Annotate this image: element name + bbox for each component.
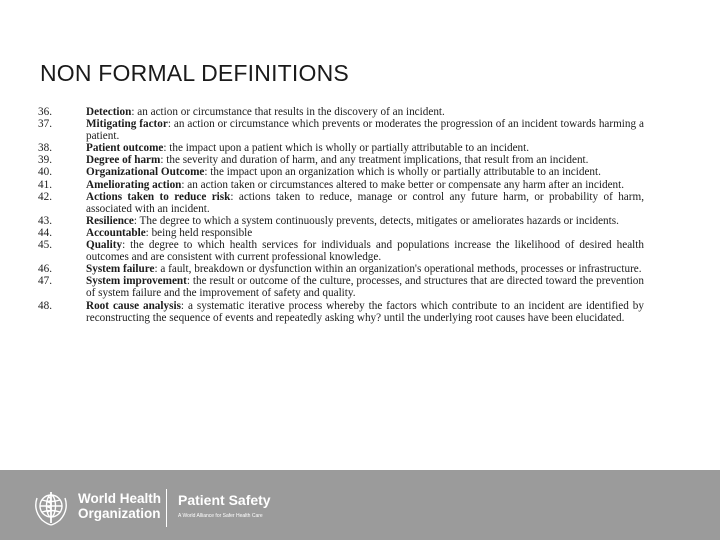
footer-bar [0, 470, 720, 540]
definition-body [86, 191, 644, 215]
program-tagline: A World Alliance for Safer Health Care [178, 513, 263, 519]
definition-body [86, 227, 644, 239]
definition-body [86, 300, 644, 324]
definition-number: 36. [38, 106, 52, 118]
definition-term: Mitigating factor [86, 118, 168, 131]
definition-body [86, 166, 644, 178]
definition-text: : the impact upon a patient which is wholly or partially attributable to an incident. [163, 142, 530, 155]
definition-text: : the degree to which health services for individuals and populations increase the likelihood of desired health outcomes and are consistent with current professional knowledge. [86, 239, 644, 264]
definitions-list [38, 106, 644, 324]
definition-body [86, 239, 644, 263]
definition-body [86, 154, 644, 166]
definition-term: System improvement [86, 275, 187, 288]
who-emblem-icon [30, 488, 72, 528]
definition-text: : The degree to which a system continuously prevents, detects, mitigates or ameliorates hazards or incidents. [133, 214, 619, 227]
definition-number: 46. [38, 263, 52, 276]
definition-number: 42. [38, 190, 52, 203]
definition-number: 47. [38, 275, 52, 288]
definition-term: Quality [86, 239, 123, 252]
org-name-line1: World Health [78, 491, 162, 506]
definition-term: Ameliorating action [86, 178, 182, 191]
definition-term: System failure [86, 263, 155, 276]
definition-term: Detection [86, 106, 132, 118]
definition-item [38, 166, 644, 178]
definition-number: 37. [38, 118, 52, 131]
definition-term: Root cause analysis [86, 299, 181, 312]
definition-item [38, 215, 644, 227]
definition-text: : the severity and duration of harm, and any treatment implications, that result from an incident. [160, 154, 589, 167]
definition-number: 39. [38, 154, 52, 167]
definition-text: : a fault, breakdown or dysfunction within an organization's operational methods, processes or infrastructure. [154, 263, 642, 276]
definition-text: : a systematic iterative process whereby the factors which contribute to an incident are identified by reconstructing the sequence of events and repeatedly asking why? until the underlying root causes have been elucidated. [86, 299, 644, 324]
definition-item [38, 179, 644, 191]
program-name: Patient Safety [178, 492, 271, 508]
footer-divider [166, 489, 167, 527]
definition-text: : the result or outcome of the culture, processes, and structures that are directed toward the prevention of system failure and the improvement of safety and quality. [86, 275, 644, 300]
definition-text: : an action or circumstance which prevents or moderates the progression of an incident towards harming a patient. [86, 118, 644, 143]
definition-body [86, 106, 644, 118]
definition-term: Actions taken to reduce risk [86, 190, 231, 203]
definition-number: 41. [38, 178, 52, 191]
organization-name [78, 491, 161, 521]
definition-body [86, 118, 644, 142]
definition-term: Resilience [86, 214, 134, 227]
definition-body [86, 275, 644, 299]
definition-item [38, 227, 644, 239]
definition-item [38, 191, 644, 215]
definition-text: : being held responsible [145, 226, 253, 239]
definition-item [38, 275, 644, 299]
definition-number: 45. [38, 239, 52, 252]
definition-number: 43. [38, 214, 52, 227]
definition-text: : actions taken to reduce, manage or control any future harm, or probability of harm, associated with an incident. [86, 190, 644, 215]
definition-item [38, 106, 644, 118]
definition-item [38, 300, 644, 324]
page-title: NON FORMAL DEFINITIONS [40, 60, 349, 86]
definition-number: 40. [38, 166, 52, 179]
definition-item [38, 239, 644, 263]
definition-text: : an action or circumstance that results in the discovery of an incident. [131, 106, 445, 118]
definition-term: Organizational Outcome [86, 166, 205, 179]
org-name-line2: Organization [78, 506, 161, 521]
definition-item [38, 118, 644, 142]
definition-term: Accountable [86, 226, 146, 239]
definition-number: 48. [38, 299, 52, 312]
definition-item [38, 154, 644, 166]
definition-text: : an action taken or circumstances altered to make better or compensate any harm after an incident. [181, 178, 625, 191]
definition-body [86, 179, 644, 191]
definition-term: Degree of harm [86, 154, 161, 167]
definition-body [86, 215, 644, 227]
definition-number: 38. [38, 142, 52, 155]
definition-item [38, 142, 644, 154]
definition-number: 44. [38, 226, 52, 239]
definition-item [38, 263, 644, 275]
definition-text: : the impact upon an organization which is wholly or partially attributable to an incident. [204, 166, 601, 179]
definition-term: Patient outcome [86, 142, 164, 155]
definition-body [86, 142, 644, 154]
definition-body [86, 263, 644, 275]
